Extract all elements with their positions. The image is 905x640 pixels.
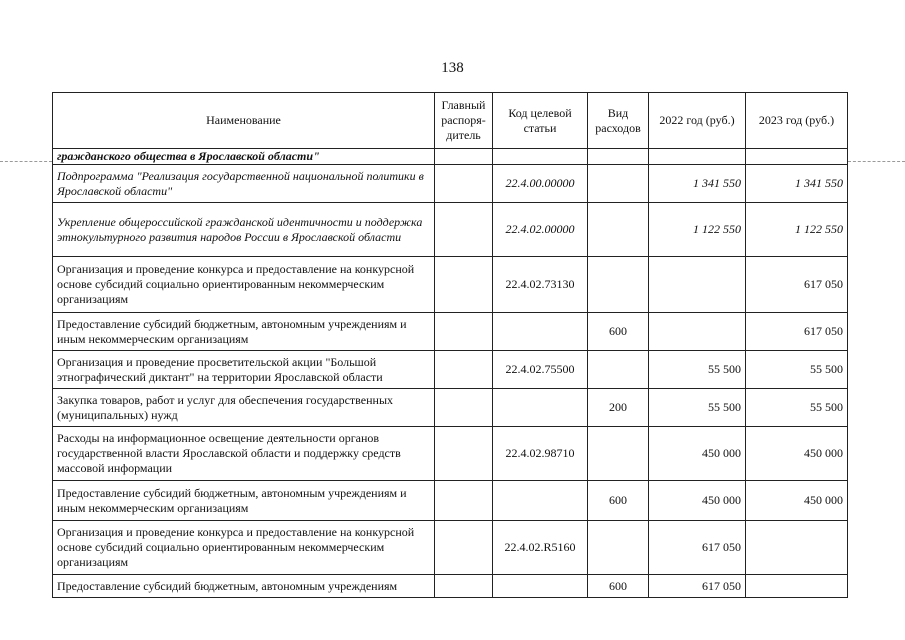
table-row xyxy=(53,313,848,351)
table-row xyxy=(53,257,848,313)
table-row xyxy=(53,575,848,598)
cell-2022: 450 000 xyxy=(649,427,746,481)
cell-2023: 55 500 xyxy=(746,389,848,427)
cell-name: Предоставление субсидий бюджетным, автономным учреждениям и иным некоммерческим организациям xyxy=(53,481,435,521)
header-manager: Главный распоря-дитель xyxy=(435,93,493,149)
cell-name: Закупка товаров, работ и услуг для обеспечения государственных (муниципальных) нужд xyxy=(53,389,435,427)
cell-name: Предоставление субсидий бюджетным, автономным учреждениям и иным некоммерческим организациям xyxy=(53,313,435,351)
budget-table xyxy=(52,92,848,598)
cell-2023: 1 122 550 xyxy=(746,203,848,257)
table-row xyxy=(53,481,848,521)
cell-manager xyxy=(435,203,493,257)
cell-code: 22.4.02.98710 xyxy=(493,427,588,481)
cell-type: 600 xyxy=(588,313,649,351)
cell-2022: 617 050 xyxy=(649,575,746,598)
cell-manager xyxy=(435,313,493,351)
cell-type xyxy=(588,427,649,481)
cell-2022: 617 050 xyxy=(649,521,746,575)
cell-manager xyxy=(435,521,493,575)
cell-2023: 1 341 550 xyxy=(746,165,848,203)
cell-type: 600 xyxy=(588,481,649,521)
cut-line-left xyxy=(0,161,52,162)
cell-code: 22.4.02.R5160 xyxy=(493,521,588,575)
header-name: Наименование xyxy=(53,93,435,149)
cell-2022: 1 122 550 xyxy=(649,203,746,257)
cell-manager xyxy=(435,165,493,203)
cell-code: 22.4.02.75500 xyxy=(493,351,588,389)
cell-type xyxy=(588,257,649,313)
table-row xyxy=(53,521,848,575)
cell-manager xyxy=(435,257,493,313)
continuation-text: гражданского общества в Ярославской области" xyxy=(53,149,435,165)
header-row xyxy=(53,93,848,149)
header-2022: 2022 год (руб.) xyxy=(649,93,746,149)
cell-2022 xyxy=(649,313,746,351)
cell-2023: 55 500 xyxy=(746,351,848,389)
cell-code: 22.4.02.73130 xyxy=(493,257,588,313)
cell-2022: 450 000 xyxy=(649,481,746,521)
cell-manager xyxy=(435,481,493,521)
cell-2023: 450 000 xyxy=(746,481,848,521)
cell-type: 600 xyxy=(588,575,649,598)
cell-type xyxy=(588,351,649,389)
cell-code xyxy=(493,313,588,351)
page-number: 138 xyxy=(441,60,464,76)
table-row xyxy=(53,203,848,257)
cell-type xyxy=(588,521,649,575)
cell-name: Предоставление субсидий бюджетным, автономным учреждениям xyxy=(53,575,435,598)
table-row xyxy=(53,427,848,481)
cell-2023: 450 000 xyxy=(746,427,848,481)
cell-manager xyxy=(435,427,493,481)
cell-code xyxy=(493,481,588,521)
cell-2023: 617 050 xyxy=(746,257,848,313)
cell-code: 22.4.00.00000 xyxy=(493,165,588,203)
cell-type xyxy=(588,203,649,257)
cell-2022: 1 341 550 xyxy=(649,165,746,203)
cell-2022: 55 500 xyxy=(649,389,746,427)
cell-2023 xyxy=(746,521,848,575)
table-row xyxy=(53,389,848,427)
cell-manager xyxy=(435,575,493,598)
cell-type: 200 xyxy=(588,389,649,427)
cell-code xyxy=(493,389,588,427)
header-code: Код целевой статьи xyxy=(493,93,588,149)
cell-name: Организация и проведение конкурса и предоставление на конкурсной основе субсидий социально ориентированным некоммерческим организациям xyxy=(53,257,435,313)
cell-name: Подпрограмма "Реализация государственной национальной политики в Ярославской области" xyxy=(53,165,435,203)
header-2023: 2023 год (руб.) xyxy=(746,93,848,149)
cell-manager xyxy=(435,389,493,427)
cell-type xyxy=(588,165,649,203)
cell-2022 xyxy=(649,257,746,313)
cell-name: Укрепление общероссийской гражданской идентичности и поддержка этнокультурного развития народов России в Ярославской области xyxy=(53,203,435,257)
cell-manager xyxy=(435,351,493,389)
cell-2023: 617 050 xyxy=(746,313,848,351)
cell-2022: 55 500 xyxy=(649,351,746,389)
table-row xyxy=(53,165,848,203)
continuation-row xyxy=(53,149,848,165)
cut-line-right xyxy=(848,161,905,162)
cell-code: 22.4.02.00000 xyxy=(493,203,588,257)
cell-name: Организация и проведение конкурса и предоставление на конкурсной основе субсидий социально ориентированным некоммерческим организациям xyxy=(53,521,435,575)
table-row xyxy=(53,351,848,389)
cell-code xyxy=(493,575,588,598)
header-type: Вид расходов xyxy=(588,93,649,149)
cell-name: Расходы на информационное освещение деятельности органов государственной власти Ярославской области и поддержку средств массовой информации xyxy=(53,427,435,481)
cell-name: Организация и проведение просветительской акции "Большой этнографический диктант" на территории Ярославской области xyxy=(53,351,435,389)
cell-2023 xyxy=(746,575,848,598)
